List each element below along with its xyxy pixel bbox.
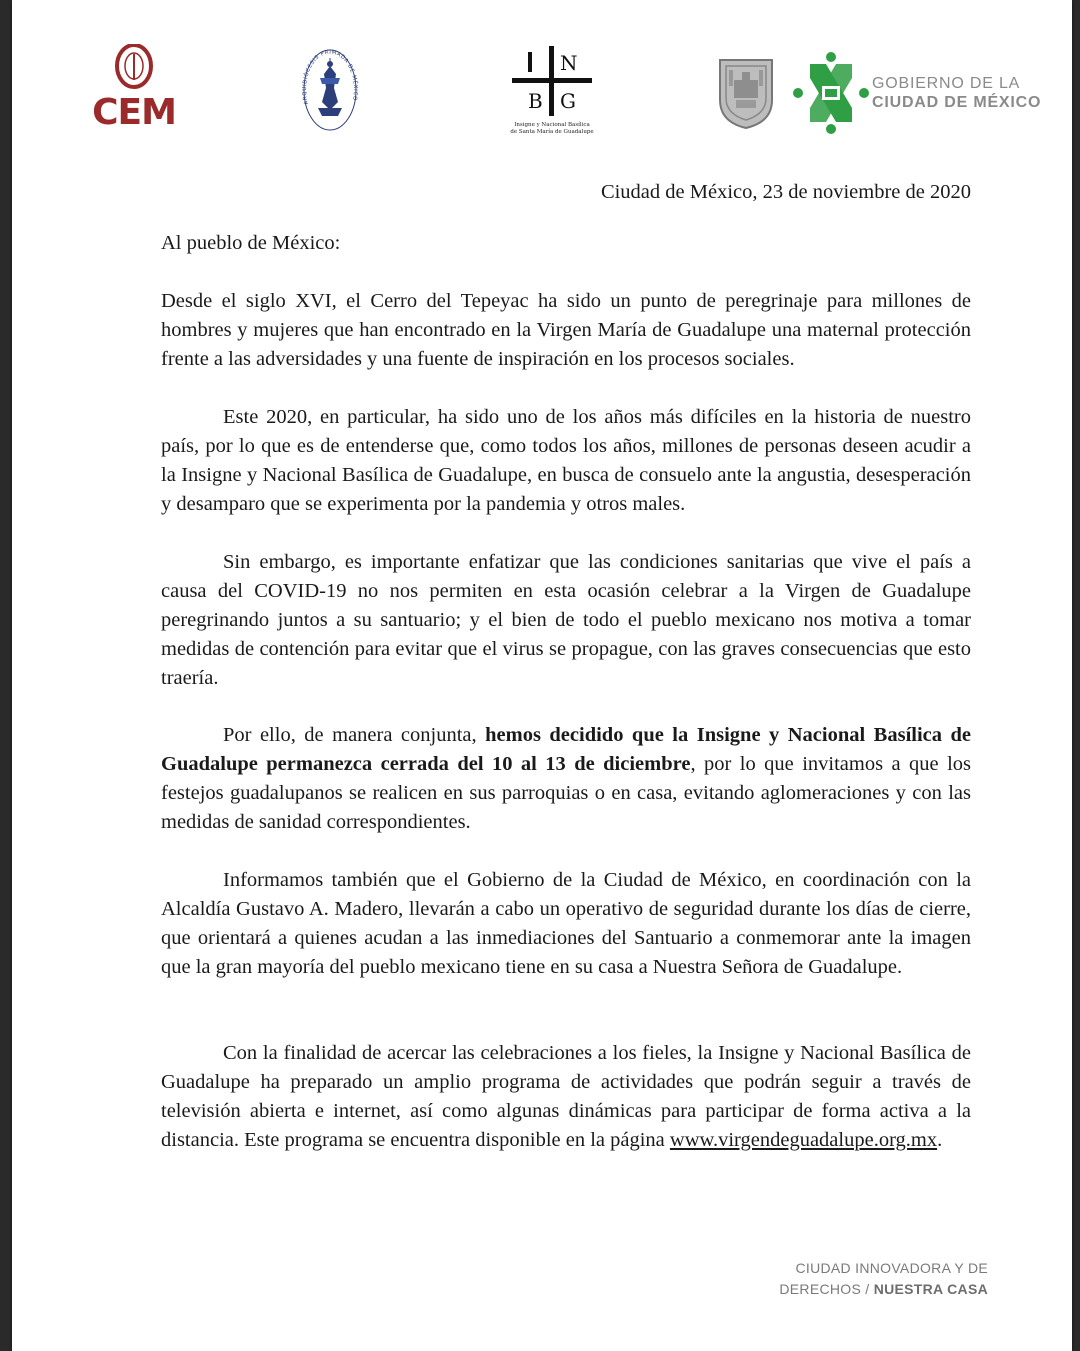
- paragraph-5: Informamos también que el Gobierno de la Ciudad de México, en coordinación con la Alcaldía Gustavo A. Madero, llevarán a cabo un operativo de seguridad durante los días de cierre, que orientará a quienes acudan a las inmediaciones del Santuario a conmemorar ante la imagen que la gran mayoría del pueblo mexicano tiene en su casa a Nuestra Señora de Guadalupe.: [161, 869, 971, 978]
- archdiocese-logo: [294, 44, 366, 136]
- letter-date: Ciudad de México, 23 de noviembre de 2020: [600, 181, 971, 203]
- basilica-caption: [498, 122, 606, 136]
- svg-text:B: B: [528, 89, 543, 113]
- cdmx-name-line1: GOBIERNO DE LA: [872, 75, 1021, 92]
- cdmx-shield-logo: [716, 56, 776, 130]
- archdiocese-seal-text: ARQUIDIÓCESIS PRIMADA DE MÉXICO: [301, 49, 359, 106]
- cem-name: CEM: [92, 92, 176, 133]
- footer-line2-start: DERECHOS /: [779, 1281, 874, 1297]
- svg-text:G: G: [560, 89, 576, 113]
- letter-page: [12, 0, 1072, 1351]
- basilica-caption-line1: Insigne y Nacional Basílica: [514, 122, 590, 128]
- archdiocese-seal-icon: [294, 44, 366, 136]
- svg-text:N: N: [560, 51, 578, 75]
- paragraph-4-bold: hemos decidido que la Insigne y Nacional Basílica de Guadalupe permanezca cerrada del 10 al 13 de diciembre: [161, 724, 971, 775]
- paragraph-4-start: Por ello, de manera conjunta,: [223, 724, 486, 746]
- paragraph-6-start: Con la finalidad de acercar las celebraciones a los fieles, la Insigne y Nacional Basílica de Guadalupe ha preparado un amplio programa de actividades que podrán seguir a través de televisión abierta e internet, así como algunas dinámicas para participar de forma activa a la distancia. Este programa se encuentra disponible en la página: [161, 1042, 971, 1151]
- paragraph-1: Desde el siglo XVI, el Cerro del Tepeyac ha sido un punto de peregrinaje para millones de hombres y mujeres que han encontrado en la Virgen María de Guadalupe una maternal protección frente a las adversidades y una fuente de inspiración en los procesos sociales.: [161, 290, 971, 370]
- paragraph-6-end: .: [937, 1129, 943, 1151]
- footer-line1: CIUDAD INNOVADORA Y DE: [795, 1260, 988, 1276]
- inbg-cross-icon: [502, 44, 602, 120]
- cdmx-name: [872, 74, 1042, 112]
- cdmx-shield-icon: [716, 56, 776, 130]
- letter-greeting: Al pueblo de México:: [161, 232, 341, 254]
- cem-tonsure-icon: [86, 44, 182, 94]
- footer-line2: [712, 1279, 988, 1300]
- basilica-logo: [502, 44, 602, 140]
- paragraph-4-end: , por lo que invitamos a que los festejos guadalupanos se realicen en sus parroquias o en casa, evitando aglomeraciones y con las medidas de sanidad correspondientes.: [161, 753, 971, 833]
- cem-logo: [86, 44, 182, 134]
- cdmx-symbol-icon: [792, 50, 870, 136]
- paragraph-3: Sin embargo, es importante enfatizar que las condiciones sanitarias que vive el país a causa del COVID-19 no nos permiten en esta ocasión celebrar a la Virgen de Guadalupe peregrinando juntos a su santuario; y el bien de todo el pueblo mexicano nos motiva a tomar medidas de contención para evitar que el virus se propague, con las graves consecuencias que esto traería.: [161, 551, 971, 689]
- cdmx-name-line2: CIUDAD DE MÉXICO: [872, 94, 1042, 111]
- paragraph-4: [161, 721, 971, 837]
- website-link[interactable]: www.virgendeguadalupe.org.mx: [669, 1129, 938, 1151]
- paragraph-2: Este 2020, en particular, ha sido uno de los años más difíciles en la historia de nuestro país, por lo que es de entenderse que, como todos los años, millones de personas deseen acudir a la Insigne y Nacional Basílica de Guadalupe, en busca de consuelo ante la angustia, desesperación y desamparo que se experimenta por la pandemia y otros males.: [161, 406, 971, 515]
- cdmx-symbol-logo: [792, 50, 870, 136]
- paragraph-6: [161, 1039, 971, 1155]
- footer-slogan: [712, 1258, 988, 1300]
- basilica-caption-line2: de Santa María de Guadalupe: [510, 129, 594, 135]
- footer-line2-bold: NUESTRA CASA: [873, 1281, 988, 1297]
